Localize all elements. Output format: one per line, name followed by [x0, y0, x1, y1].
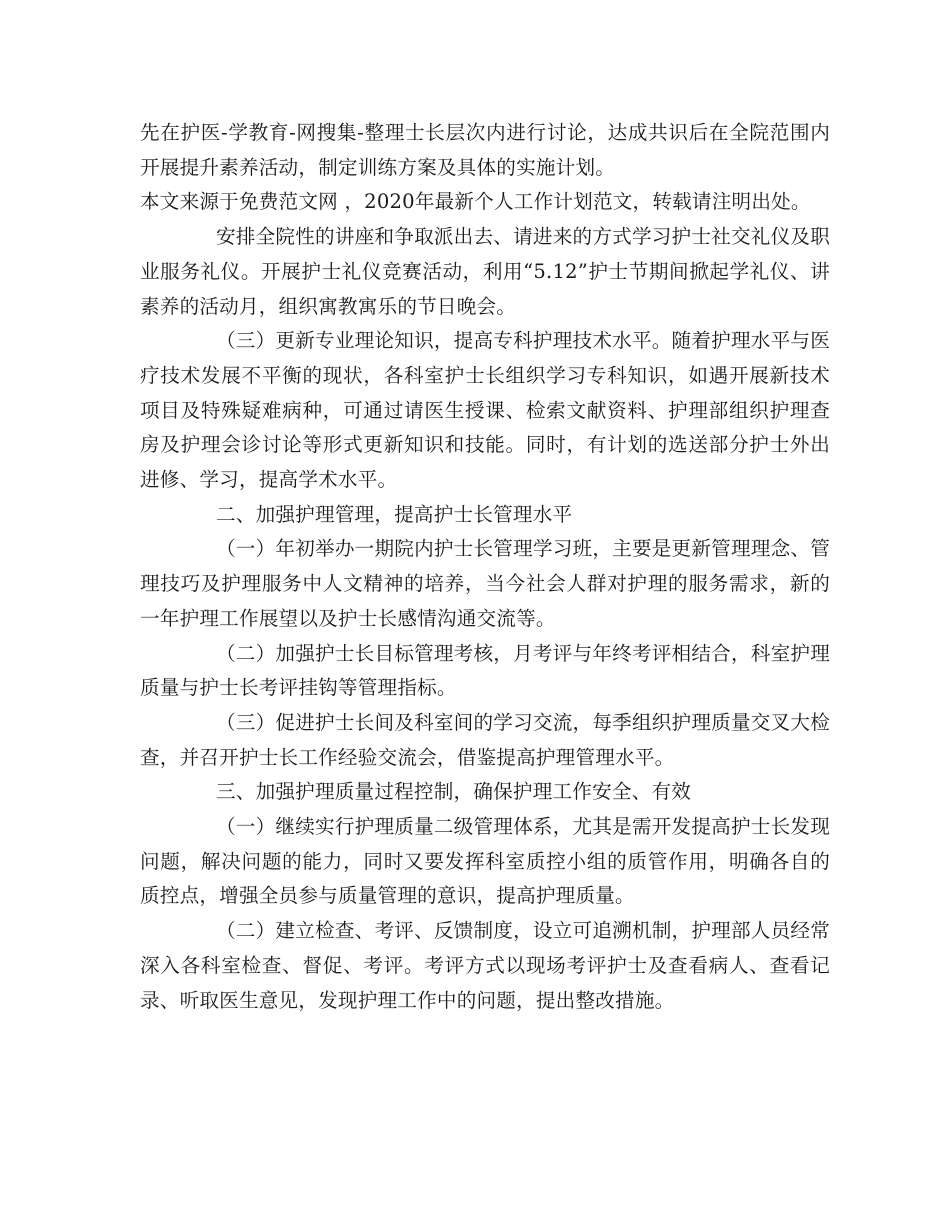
paragraph-1: 先在护医-学教育-网搜集-整理士长层次内进行讨论，达成共识后在全院范围内开展提升素养活动，制定训练方案及具体的实施计划。: [140, 121, 830, 179]
document-body: [140, 116, 830, 1018]
paragraph-8: （三）促进护士长间及科室间的学习交流，每季组织护理质量交叉大检查，并召开护士长工作经验交流会，借鉴提高护理管理水平。: [140, 710, 830, 769]
paragraph-11: （二）建立检查、考评、反馈制度，设立可追溯机制，护理部人员经常深入各科室检查、督促、考评。考评方式以现场考评护士及查看病人、查看记录、听取医生意见，发现护理工作中的问题，提出整改措施。: [140, 919, 830, 1012]
paragraph-10: （一）继续实行护理质量二级管理体系，尤其是需开发提高护士长发现问题，解决问题的能力，同时又要发挥科室质控小组的质管作用，明确各自的质控点，增强全员参与质量管理的意识，提高护理质量。: [140, 815, 830, 908]
section-heading-3: 三、加强护理质量过程控制，确保护理工作安全、有效: [216, 780, 692, 804]
paragraph-3: 安排全院性的讲座和争取派出去、请进来的方式学习护士社交礼仪及职业服务礼仪。开展护士礼仪竞赛活动，利用“5.12”护士节期间掀起学礼仪、讲素养的活动月，组织寓教寓乐的节日晚会。: [140, 225, 830, 318]
section-heading-2: 二、加强护理管理，提高护士长管理水平: [216, 502, 573, 526]
paragraph-6: （一）年初举办一期院内护士长管理学习班，主要是更新管理理念、管理技巧及护理服务中人文精神的培养，当今社会人群对护理的服务需求，新的一年护理工作展望以及护士长感情沟通交流等。: [140, 537, 830, 630]
paragraph-4: （三）更新专业理论知识，提高专科护理技术水平。随着护理水平与医疗技术发展不平衡的现状，各科室护士长组织学习专科知识，如遇开展新技术项目及特殊疑难病种，可通过请医生授课、检索文献资料、护理部组织护理查房及护理会诊讨论等形式更新知识和技能。同时，有计划的选送部分护士外出进修、学习，提高学术水平。: [140, 329, 830, 492]
paragraph-7: （二）加强护士长目标管理考核，月考评与年终考评相结合，科室护理质量与护士长考评挂钩等管理指标。: [140, 641, 830, 700]
paragraph-2: 本文来源于免费范文网 ，2020年最新个人工作计划范文，转载请注明出处。: [140, 190, 811, 214]
